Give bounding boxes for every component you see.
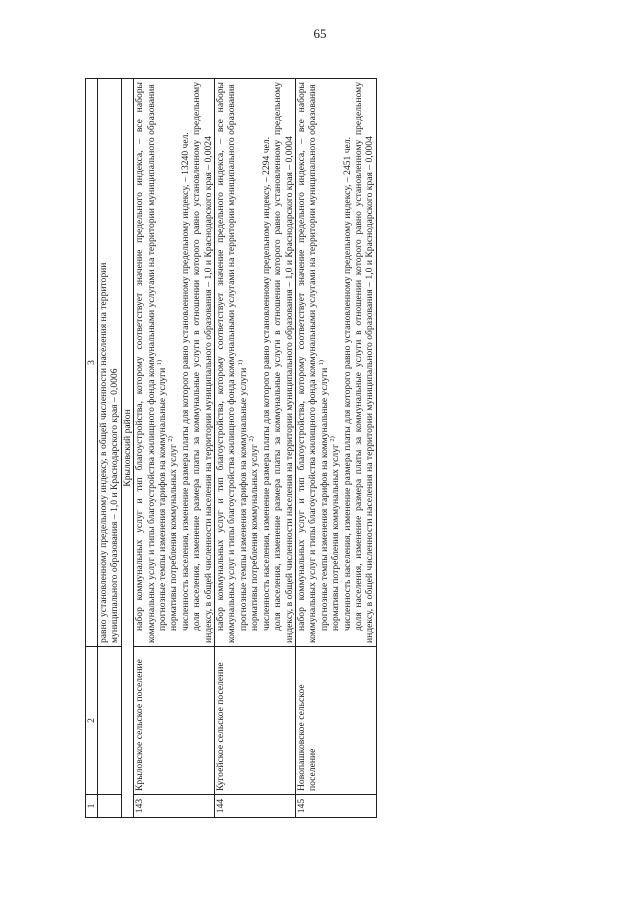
region-name: Крыловский район bbox=[121, 79, 133, 818]
row-number: 144 bbox=[215, 795, 296, 818]
row-description: набор коммунальных услуг и тип благоустройства, которому соответствует значение предельного индекса, – все наборы коммунальных услуг и типы благоустройства жилищного фонда коммунальными услугами на территории муниципального образования прогнозные темпы изменения тарифов на коммунальные услуги $^{1)}$ нормативы потребления коммунальных услуг $^{2)}$ численность населения, изменение размера платы для которого равно установленному предельному индексу, – 2451 чел. доля населения, изменение размера платы за коммунальные услуги в отношении которого равно установленному предельному индексу, в общей численности населения на территории муниципального образования – 1,0 и Краснодарского края – 0,0004 bbox=[295, 79, 376, 647]
row-description: набор коммунальных услуг и тип благоустройства, которому соответствует значение предельного индекса, – все наборы коммунальных услуг и типы благоустройства жилищного фонда коммунальными услугами на территории муниципального образования прогнозные темпы изменения тарифов на коммунальные услуги $^{1)}$ нормативы потребления коммунальных услуг $^{2)}$ численность населения, изменение размера платы для которого равно установленному предельному индексу, – 2294 чел. доля населения, изменение размера платы за коммунальные услуги в отношении которого равно установленному предельному индексу, в общей численности населения на территории муниципального образования – 1,0 и Краснодарского края – 0,0004 bbox=[215, 79, 296, 647]
table-header-row bbox=[86, 79, 98, 818]
row-number: 143 bbox=[134, 795, 215, 818]
settlement-name: Новопашковское сельское поселение bbox=[295, 647, 376, 795]
table-row bbox=[134, 79, 215, 818]
row-number: 145 bbox=[295, 795, 376, 818]
table-row bbox=[295, 79, 376, 818]
rotated-table-container bbox=[85, 78, 560, 818]
row-description: набор коммунальных услуг и тип благоустройства, которому соответствует значение предельного индекса, – все наборы коммунальных услуг и типы благоустройства жилищного фонда коммунальными услугами на территории муниципального образования прогнозные темпы изменения тарифов на коммунальные услуги $^{1)}$ нормативы потребления коммунальных услуг $^{2)}$ численность населения, изменение размера платы для которого равно установленному предельному индексу, – 13240 чел. доля населения, изменение размера платы за коммунальные услуги в отношении которого равно установленному предельному индексу, в общей численности населения на территории муниципального образования – 1,0 и Краснодарского края – 0,0024 bbox=[134, 79, 215, 647]
header-col-2: 2 bbox=[86, 647, 98, 795]
continuation-text: равно установленному предельному индексу, в общей численности населения на территории муниципального образования – 1,0 и Краснодарского края – 0,0006 bbox=[98, 79, 122, 647]
tariff-table bbox=[85, 78, 377, 818]
region-row bbox=[121, 79, 133, 818]
settlement-name: Кугоейское сельское поселение bbox=[215, 647, 296, 795]
header-col-3: 3 bbox=[86, 79, 98, 647]
table-row bbox=[215, 79, 296, 818]
continuation-row bbox=[98, 79, 122, 818]
header-col-1: 1 bbox=[86, 795, 98, 818]
settlement-name: Крыловское сельское поселение bbox=[134, 647, 215, 795]
page-number: 65 bbox=[313, 26, 327, 41]
